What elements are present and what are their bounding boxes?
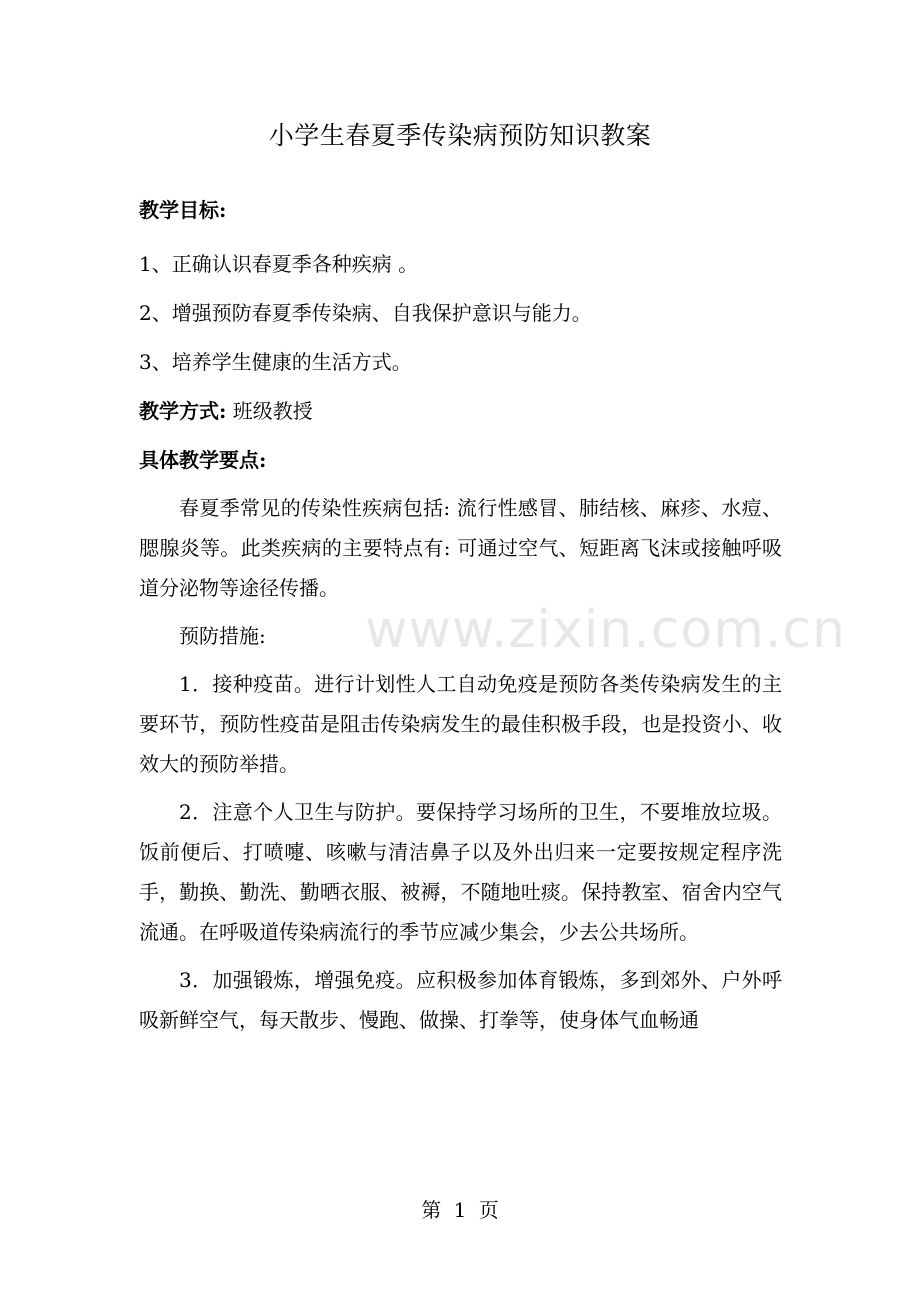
teaching-points-heading: 具体教学要点: xyxy=(139,448,267,472)
paragraph-common-diseases: 春夏季常见的传染性疾病包括: 流行性感冒、肺结核、麻疹、水痘、腮腺炎等。此类疾病的主要特点有: 可通过空气、短距离飞沫或接触呼吸道分泌物等途径传播。 xyxy=(139,496,782,600)
goal-item-3: 3、培养学生健康的生活方式。 xyxy=(139,350,412,374)
goals-heading: 教学目标: xyxy=(139,198,227,222)
watermark: www.zixin.com.cn xyxy=(365,600,846,660)
goal-item-1: 1、正确认识春夏季各种疾病 。 xyxy=(139,252,419,276)
page-number: 第 1 页 xyxy=(421,1198,499,1222)
teaching-method-label: 教学方式: xyxy=(139,399,227,423)
teaching-method xyxy=(139,391,782,431)
paragraph-vaccination: 1．接种疫苗。进行计划性人工自动免疫是预防各类传染病发生的主要环节，预防性疫苗是阻击传染病发生的最佳积极手段，也是投资小、收效大的预防举措。 xyxy=(139,672,782,776)
paragraph-prevention-heading: 预防措施: xyxy=(179,624,266,648)
goal-item-2: 2、增强预防春夏季传染病、自我保护意识与能力。 xyxy=(139,301,592,325)
document-title: 小学生春夏季传染病预防知识教案 xyxy=(268,121,652,150)
document-body xyxy=(139,190,782,1040)
paragraph-hygiene: 2．注意个人卫生与防护。要保持学习场所的卫生，不要堆放垃圾。饭前便后、打喷嚏、咳嗽与清洁鼻子以及外出归来一定要按规定程序洗手，勤换、勤洗、勤晒衣服、被褥，不随地吐痰。保持教室、宿舍内空气流通。在呼吸道传染病流行的季节应减少集会，少去公共场所。 xyxy=(139,800,782,944)
paragraph-exercise: 3．加强锻炼，增强免疫。应积极参加体育锻炼，多到郊外、户外呼吸新鲜空气，每天散步、慢跑、做操、打拳等，使身体气血畅通 xyxy=(139,968,782,1032)
teaching-method-value: 班级教授 xyxy=(232,399,313,423)
